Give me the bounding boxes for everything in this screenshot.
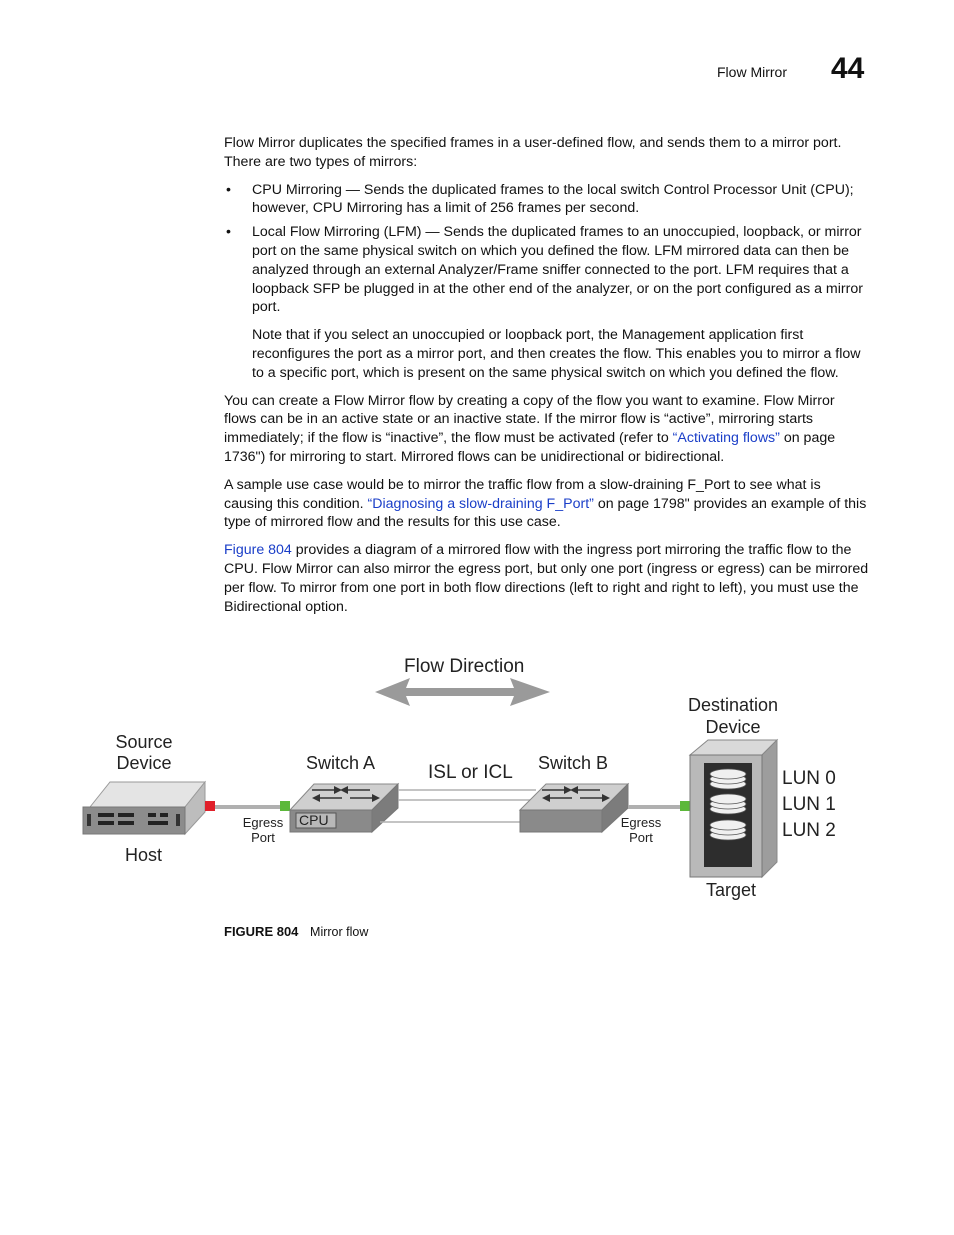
egress-line1: Egress (242, 815, 284, 830)
host-label: Host (125, 845, 163, 865)
source-device-label (114, 732, 174, 774)
target-label: Target (706, 880, 757, 900)
bullet-text: CPU Mirroring — Sends the duplicated frames to the local switch Control Processor Unit (CPU); however, CPU Mirroring has a limit of 256 frames per second. (252, 181, 854, 217)
link-activating-flows[interactable]: “Activating flows” (672, 430, 780, 447)
lun-1-label: LUN 1 (782, 794, 836, 815)
paragraph-use-case (224, 476, 870, 532)
egress-port-label-left (240, 815, 286, 845)
figure-caption (224, 924, 368, 939)
chapter-number: 44 (831, 52, 865, 85)
flow-direction-label: Flow Direction (404, 656, 525, 677)
body-text (224, 134, 870, 625)
text: on page 1736") for mirroring to start. Mirrored flows can be unidirectional or bidirectional. (224, 430, 836, 465)
text: on page 1798" provides an example of this type of mirrored flow and the results for this use case. (224, 495, 867, 531)
destination-device-label (680, 694, 786, 738)
mirror-flow-diagram (80, 652, 880, 912)
text: A sample use case would be to mirror the traffic flow from a slow-draining F_Port to see what is causing this condition. (224, 476, 821, 512)
destination-line2: Device (705, 717, 761, 737)
egress-line2: Port (251, 830, 275, 845)
target-side (762, 740, 777, 877)
bullet-text: Local Flow Mirroring (LFM) — Sends the duplicated frames to an unoccupied, loopback, or mirror port on the same physical switch on which you defined the flow. LFM mirrored data can then be analyzed through an external Analyzer/Frame sniffer connected to the port. LFM requires that a loopback SFP be plugged in at the other end of the analyzer, or on the port configured as a mirror port. (252, 224, 863, 316)
destination-line1: Destination (687, 695, 779, 715)
lun-0-label: LUN 0 (782, 768, 836, 789)
paragraph-mirror-states (224, 392, 870, 467)
flow-direction-arrow-icon (375, 678, 550, 706)
bullet-cpu-mirroring (224, 181, 870, 219)
egress-line2: Port (629, 830, 653, 845)
switch-b-label: Switch B (538, 753, 609, 773)
source-device-line2: Device (116, 753, 172, 773)
bullet-dot: • (226, 181, 231, 198)
switch-a-label: Switch A (306, 753, 376, 773)
lun-2-label: LUN 2 (782, 820, 836, 841)
isl-label: ISL or ICL (428, 762, 513, 783)
egress-port-green-right (680, 801, 690, 811)
bullet-dot: • (226, 224, 231, 241)
host-front (83, 807, 185, 834)
text: You can create a Flow Mirror flow by creating a copy of the flow you want to examine. Flow Mirror flows can be in an active state or an inactive state. If the mirror flow is “active”, mirroring starts immediately; if the flow is “inactive”, the flow must be activated (refer to (224, 392, 835, 447)
egress-port-label-right (618, 815, 664, 845)
bullet-local-flow-mirroring (224, 223, 870, 317)
host-port-red (205, 801, 215, 811)
cpu-label: CPU (299, 812, 329, 828)
figure-title: Mirror flow (310, 925, 369, 939)
intro-paragraph: Flow Mirror duplicates the specified frames in a user-defined flow, and sends them to a mirror port. There are two types of mirrors: (224, 135, 842, 170)
egress-line1: Egress (620, 815, 662, 830)
note-paragraph: Note that if you select an unoccupied or loopback port, the Management application first reconfigures the port as a mirror port, and then creates the flow. This enables you to mirror a flow to a specific port, which is present on the same physical switch on which you defined the flow. (252, 327, 861, 381)
link-slow-draining[interactable]: “Diagnosing a slow-draining F_Port” (367, 495, 594, 512)
egress-port-green-left (280, 801, 290, 811)
disk-stack-icon (710, 769, 746, 840)
link-figure-804[interactable]: Figure 804 (224, 542, 292, 559)
header-section-title: Flow Mirror (717, 64, 787, 80)
paragraph-figure-ref (224, 541, 870, 616)
switch-b-front (520, 810, 602, 832)
source-device-line1: Source (115, 732, 173, 752)
text: provides a diagram of a mirrored flow with the ingress port mirroring the traffic flow to the CPU. Flow Mirror can also mirror the egress port, but only one port (ingress or egress) can be mirrored per flow. To mirror from one port in both flow directions (left to right and right to left), you must use the Bidirectional option. (224, 542, 869, 615)
figure-number: FIGURE 804 (224, 924, 299, 939)
